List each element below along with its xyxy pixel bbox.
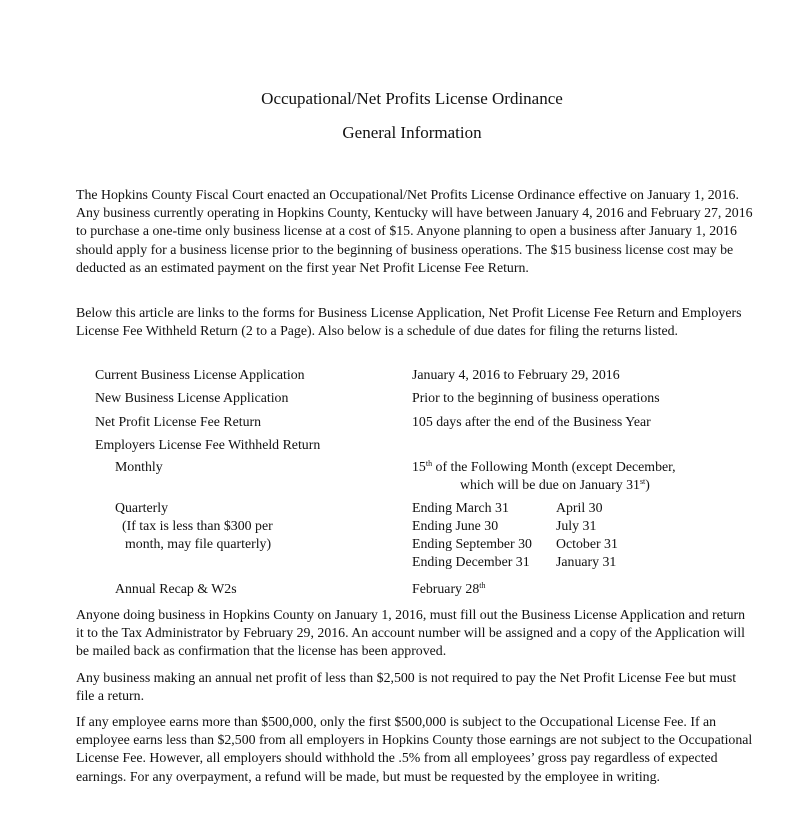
quarter-due-3: October 31 [556,536,618,551]
quarter-ending-2: Ending June 30 [412,518,499,533]
quarter-ending-1: Ending March 31 [412,500,509,515]
closing-paragraph-net-profit-threshold: Any business making an annual net profit of less than $2,500 is not required to pay the Net Profit License Fee but must file a return. [76,670,737,704]
intro-paragraph-effective-date: The Hopkins County Fiscal Court enacted an Occupational/Net Profits License Ordinance effective on January 1, 2016. Any business currently operating in Hopkins County, Kentucky will have between January 4, 2016 and February 27, 2016 to purchase a one-time only business license at a cost of $15. Anyone planning to open a business after January 1, 2016 should apply for a business license prior to the beginning of business operations. The $15 business license cost may be deducted as an estimated payment on the first year Net Profit License Fee Return. [76,187,753,275]
monthly-day: 15 [412,459,426,474]
annual-date: February 28 [412,581,480,596]
closing-paragraph-application: Anyone doing business in Hopkins County on January 1, 2016, must fill out the Business License Application and return it to the Tax Administrator by February 29, 2016. An account number will be assigned and a copy of the Application will be mailed back as confirmation that the license has been approved. [76,607,746,659]
monthly-rule: of the Following Month (except December, [432,459,676,474]
schedule-label-net-profit-return: Net Profit License Fee Return [95,414,262,429]
monthly-exception-text: which will be due on January 31 [460,477,640,492]
monthly-exception-close: ) [645,477,650,492]
schedule-label-current-license: Current Business License Application [95,367,305,382]
quarter-due-2: July 31 [556,518,597,533]
schedule-value-current-license: January 4, 2016 to February 29, 2016 [412,367,620,382]
schedule-quarterly-note-2: month, may file quarterly) [125,536,272,551]
schedule-label-employers-withheld-return: Employers License Fee Withheld Return [95,437,321,452]
document-subtitle: General Information [342,123,482,142]
document-title: Occupational/Net Profits License Ordinance [261,89,563,108]
schedule-label-quarterly: Quarterly [115,500,169,515]
schedule-value-monthly-exception [460,476,650,494]
schedule-value-annual-recap [412,580,486,598]
quarter-due-4: January 31 [556,554,617,569]
closing-paragraph-occupational-fee: If any employee earns more than $500,000, only the first $500,000 is subject to the Occupational License Fee. If an employee earns less than $2,500 from all employers in Hopkins County those earnings are not subject to the Occupational License Fee. However, all employers should withhold the .5% from all employees’ gross pay regardless of expected earnings. For any overpayment, a refund will be made, but must be requested by the employee in writing. [76,714,753,784]
schedule-value-new-license: Prior to the beginning of business operations [412,390,660,405]
quarter-ending-3: Ending September 30 [412,536,532,551]
monthly-day-suffix: th [425,459,433,468]
quarter-due-1: April 30 [556,500,603,515]
intro-paragraph-forms-links: Below this article are links to the forms for Business License Application, Net Profit License Fee Return and Employers License Fee Withheld Return (2 to a Page). Also below is a schedule of due dates for filing the returns listed. [76,305,742,339]
schedule-label-new-license: New Business License Application [95,390,289,405]
quarter-ending-4: Ending December 31 [412,554,530,569]
schedule-value-monthly [412,458,676,476]
schedule-label-monthly: Monthly [115,459,163,474]
schedule-label-annual-recap: Annual Recap & W2s [115,581,237,596]
monthly-exception-suffix: st [639,477,646,486]
annual-date-suffix: th [479,581,486,590]
schedule-quarterly-note-1: (If tax is less than $300 per [122,518,273,533]
schedule-value-net-profit-return: 105 days after the end of the Business Year [412,414,651,429]
